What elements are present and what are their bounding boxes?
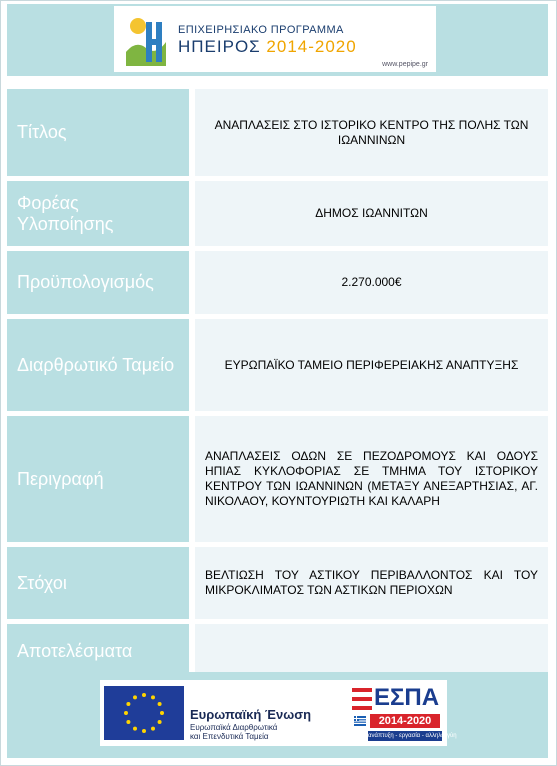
row-implementing-body — [7, 181, 548, 246]
row-value — [195, 624, 548, 679]
eu-title: Ευρωπαϊκή Ένωση — [190, 707, 312, 722]
espa-years: 2014-2020 — [370, 714, 440, 728]
row-value: ΑΝΑΠΛΑΣΕΙΣ ΟΔΩΝ ΣΕ ΠΕΖΟΔΡΟΜΟΥΣ ΚΑΙ ΟΔΟΥΣ ΗΠΙΑΣ ΚΥΚΛΟΦΟΡΙΑΣ ΣΕ ΤΜΗΜΑ ΤΟΥ ΙΣΤΟΡΙΚΟΥ ΚΕΝΤΡΟΥ ΤΩΝ ΙΩΑΝΝΙΝΩΝ (ΜΕΤΑΞΥ ΑΝΕΞΑΡΤΗΣΙΑΣ, ΑΓ. ΝΙΚΟΛΑΟΥ, ΚΟΥΝΤΟΥΡΙΩΤΗ ΚΑΙ ΚΑΛΑΡΗ — [195, 416, 548, 542]
row-label: Διαρθρωτικό Ταμείο — [7, 319, 195, 411]
program-emblem-icon — [124, 12, 168, 66]
row-label: Τίτλος — [7, 89, 195, 176]
row-objectives — [7, 547, 548, 619]
espa-stripes-icon — [352, 688, 372, 710]
program-url: www.pepipe.gr — [382, 61, 428, 68]
row-value: ΑΝΑΠΛΑΣΕΙΣ ΣΤΟ ΙΣΤΟΡΙΚΟ ΚΕΝΤΡΟ ΤΗΣ ΠΟΛΗΣ ΤΩΝ ΙΩΑΝΝΙΝΩΝ — [195, 89, 548, 176]
program-years: 2014-2020 — [266, 37, 357, 56]
program-region: ΗΠΕΙΡΟΣ — [178, 37, 261, 56]
row-value: ΕΥΡΩΠΑΪΚΟ ΤΑΜΕΙΟ ΠΕΡΙΦΕΡΕΙΑΚΗΣ ΑΝΑΠΤΥΞΗΣ — [195, 319, 548, 411]
greek-flag-icon — [354, 716, 366, 726]
operational-program-logo — [114, 6, 436, 72]
espa-slogan: ανάπτυξη - εργασία - αλληλεγγύη — [368, 733, 457, 739]
espa-logo — [348, 684, 457, 742]
project-details-table — [7, 84, 548, 684]
row-label: Στόχοι — [7, 547, 195, 619]
row-title — [7, 89, 548, 176]
row-label: Προϋπολογισμός — [7, 251, 195, 314]
program-line1: ΕΠΙΧΕΙΡΗΣΙΑΚΟ ΠΡΟΓΡΑΜΜΑ — [178, 24, 344, 36]
row-structural-fund — [7, 319, 548, 411]
row-value: ΒΕΛΤΙΩΣΗ ΤΟΥ ΑΣΤΙΚΟΥ ΠΕΡΙΒΑΛΛΟΝΤΟΣ ΚΑΙ ΤΟΥ ΜΙΚΡΟΚΛΙΜΑΤΟΣ ΤΩΝ ΑΣΤΙΚΩΝ ΠΕΡΙΟΧΩΝ — [195, 547, 548, 619]
row-description — [7, 416, 548, 542]
funding-logos — [100, 680, 457, 746]
row-label: Περιγραφή — [7, 416, 195, 542]
row-value: ΔΗΜΟΣ ΙΩΑΝΝΙΤΩΝ — [195, 181, 548, 246]
row-label: Φορέας Υλοποίησης — [7, 181, 195, 246]
row-budget — [7, 251, 548, 314]
row-label: Αποτελέσματα — [7, 624, 195, 679]
row-value: 2.270.000€ — [195, 251, 548, 314]
eu-subtitle-2: και Επενδυτικά Ταμεία — [190, 732, 269, 741]
eu-subtitle-1: Ευρωπαϊκά Διαρθρωτικά — [190, 723, 278, 732]
program-line2 — [178, 37, 357, 57]
eu-flag-icon — [104, 686, 184, 740]
row-results — [7, 624, 548, 679]
espa-word: ΕΣΠΑ — [374, 684, 440, 711]
